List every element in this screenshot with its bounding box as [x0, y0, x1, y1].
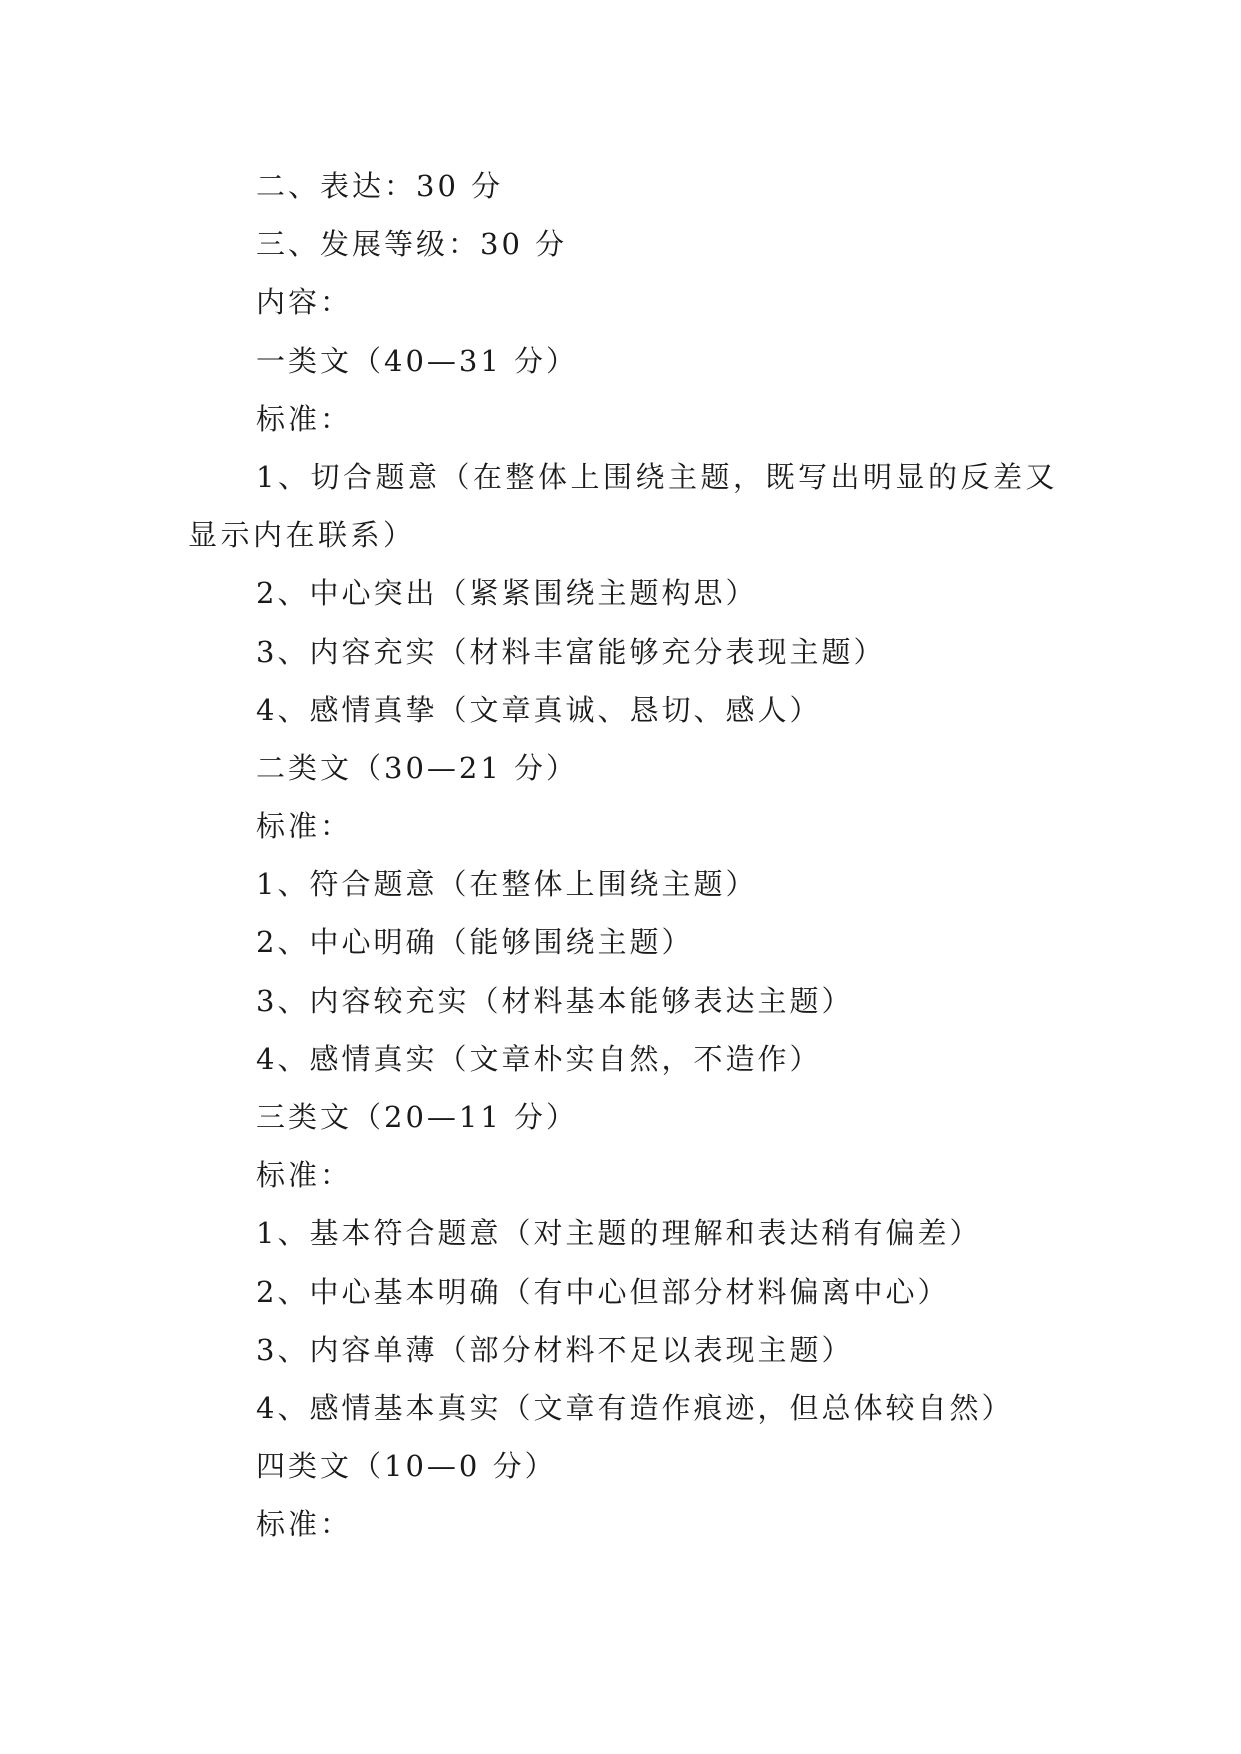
paragraph-expression-score: 二、表达：30 分 — [256, 169, 504, 203]
paragraph-grade-3-item-2: 2、中心基本明确（有中心但部分材料偏离中心） — [256, 1274, 950, 1309]
paragraph-content-heading: 内容： — [256, 285, 353, 320]
paragraph-grade-3-item-1: 1、基本符合题意（对主题的理解和表达稍有偏差） — [256, 1216, 982, 1251]
paragraph-grade-1-item-3: 3、内容充实（材料丰富能够充分表现主题） — [256, 634, 886, 669]
paragraph-grade-1-standard: 标准： — [256, 401, 353, 436]
paragraph-grade-2-standard: 标准： — [256, 809, 353, 844]
paragraph-grade-3-heading: 三类文（20—11 分） — [256, 1100, 579, 1135]
document-body — [188, 157, 1068, 1554]
paragraph-grade-2-item-1: 1、符合题意（在整体上围绕主题） — [256, 867, 758, 902]
paragraph-grade-4-heading: 四类文（10—0 分） — [256, 1449, 557, 1484]
paragraph-grade-3-standard: 标准： — [256, 1158, 353, 1193]
paragraph-development-score: 三、发展等级：30 分 — [256, 227, 568, 262]
paragraph-grade-2-item-2: 2、中心明确（能够围绕主题） — [256, 925, 694, 960]
paragraph-grade-2-item-4: 4、感情真实（文章朴实自然，不造作） — [256, 1041, 822, 1076]
paragraph-grade-1-item-1: 1、切合题意（在整体上围绕主题，既写出明显的反差又显示内在联系） — [188, 459, 1058, 553]
paragraph-grade-3-item-3: 3、内容单薄（部分材料不足以表现主题） — [256, 1332, 854, 1367]
paragraph-grade-3-item-4: 4、感情基本真实（文章有造作痕迹，但总体较自然） — [256, 1390, 1014, 1425]
paragraph-grade-1-item-4: 4、感情真挚（文章真诚、恳切、感人） — [256, 692, 822, 727]
paragraph-grade-1-item-2: 2、中心突出（紧紧围绕主题构思） — [256, 576, 758, 611]
paragraph-grade-1-heading: 一类文（40—31 分） — [256, 343, 579, 378]
paragraph-grade-2-item-3: 3、内容较充实（材料基本能够表达主题） — [256, 983, 854, 1018]
paragraph-grade-2-heading: 二类文（30—21 分） — [256, 750, 579, 785]
paragraph-grade-4-standard: 标准： — [256, 1507, 353, 1542]
